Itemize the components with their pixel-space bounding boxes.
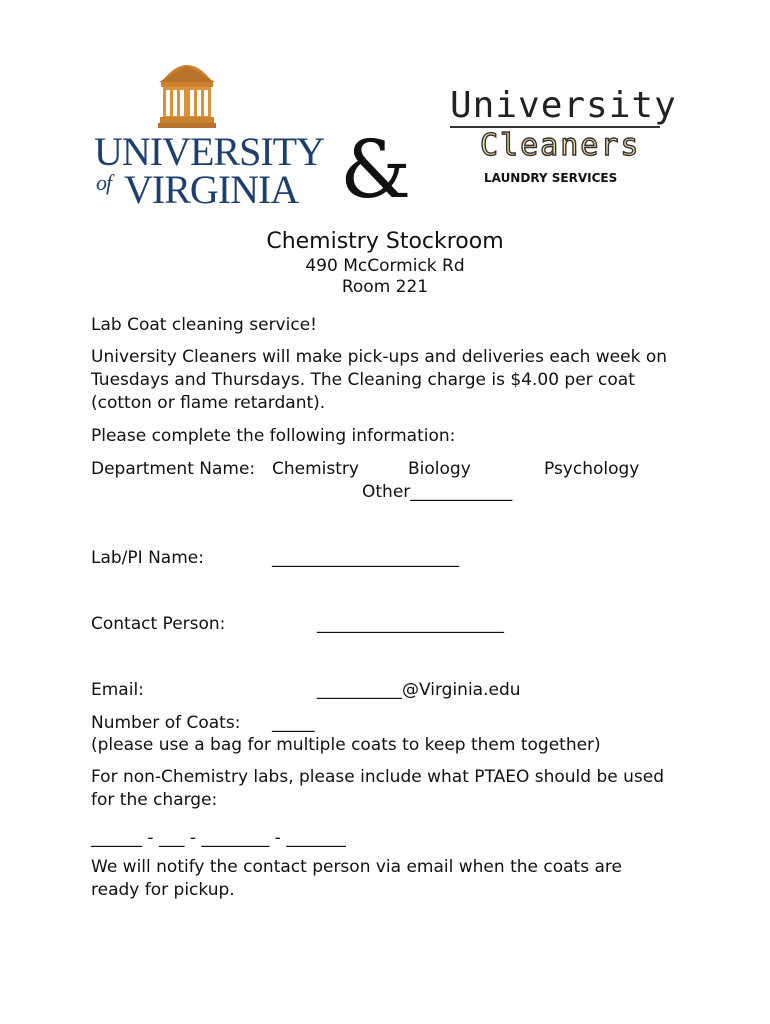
notification-text: We will notify the contact person via email when the coats are ready for pickup. xyxy=(91,857,622,900)
service-description: University Cleaners will make pick-ups and deliveries each week on Tuesdays and Thursdays. The Cleaning charge is $4.00 per coat (cotton or flame retardant). xyxy=(91,347,668,413)
instructions-text: Please complete the following information: xyxy=(91,426,456,446)
contact-person-label: Contact Person: xyxy=(91,614,226,634)
department-option-biology[interactable]: Biology xyxy=(408,459,471,479)
lab-pi-field[interactable]: ______________________ xyxy=(272,548,459,568)
ampersand-symbol: & xyxy=(340,123,412,216)
page-title: Chemistry Stockroom xyxy=(266,229,504,254)
uva-logo xyxy=(92,52,324,212)
ptaeo-instructions: For non-Chemistry labs, please include what PTAEO should be used for the charge: xyxy=(91,767,665,810)
lab-pi-label: Lab/PI Name: xyxy=(91,548,204,568)
uva-wordmark-of: of xyxy=(96,170,112,195)
address-line: 490 McCormick Rd xyxy=(305,256,465,276)
room-line: Room 221 xyxy=(341,277,429,297)
ptaeo-field[interactable]: ______ - ___ - ________ - _______ xyxy=(91,828,346,848)
cleaners-logo-university: University xyxy=(450,85,677,126)
email-label: Email: xyxy=(91,680,144,700)
contact-person-field[interactable]: ______________________ xyxy=(317,614,504,634)
rotunda-icon xyxy=(158,52,216,128)
department-option-psychology[interactable]: Psychology xyxy=(544,459,640,479)
intro-text: Lab Coat cleaning service! xyxy=(91,315,317,335)
uva-wordmark-virginia: VIRGINIA xyxy=(124,167,299,212)
department-label: Department Name: xyxy=(91,459,256,479)
coats-note: (please use a bag for multiple coats to keep them together) xyxy=(91,735,601,755)
department-option-chemistry[interactable]: Chemistry xyxy=(272,459,359,479)
cleaners-logo-tagline: LAUNDRY SERVICES xyxy=(484,171,618,185)
number-of-coats-field[interactable]: _____ xyxy=(272,713,315,733)
cleaners-logo-cleaners: Cleaners xyxy=(480,128,641,163)
university-cleaners-logo xyxy=(446,84,677,194)
department-option-other[interactable]: Other____________ xyxy=(362,482,513,502)
uva-wordmark-university: UNIVERSITY xyxy=(94,129,324,174)
number-of-coats-label: Number of Coats: xyxy=(91,713,241,733)
email-field[interactable]: __________@Virginia.edu xyxy=(317,680,521,700)
